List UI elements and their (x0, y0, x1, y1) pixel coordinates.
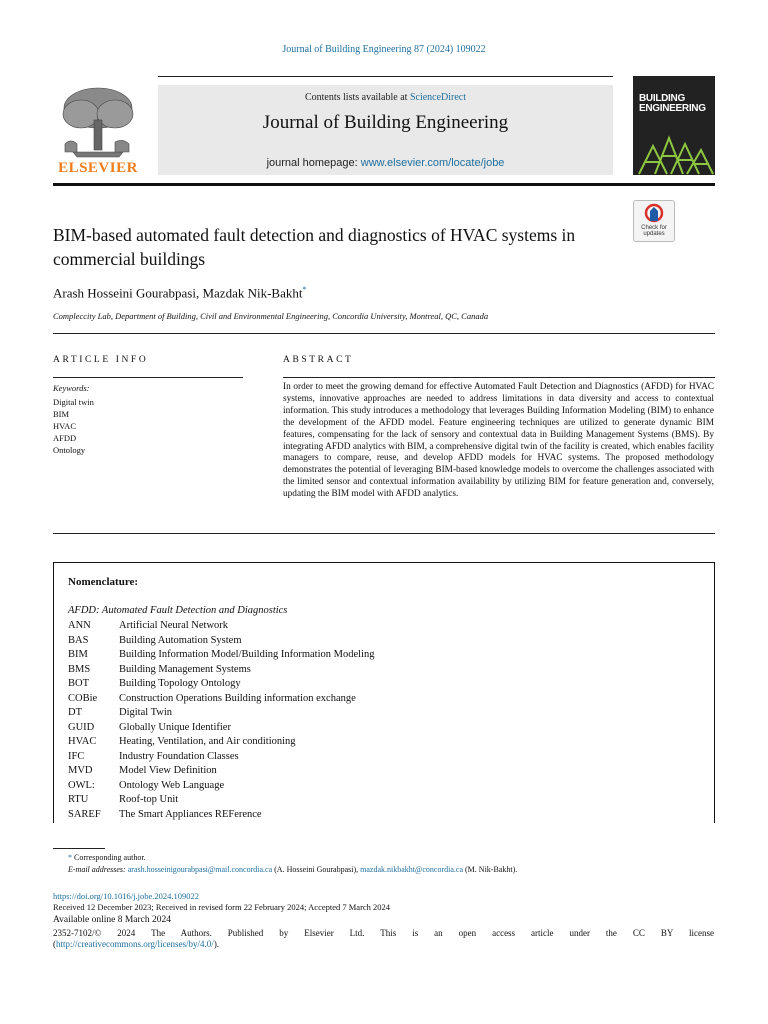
corresponding-footnote (68, 853, 146, 862)
cover-title (639, 94, 706, 114)
nomenclature-def: Building Management Systems (119, 664, 251, 675)
doi-link[interactable]: https://doi.org/10.1016/j.jobe.2024.109022 (53, 891, 199, 901)
homepage-prefix: journal homepage: (266, 157, 358, 169)
nomenclature-abbr: DT (68, 707, 82, 718)
email-label: E-mail addresses: (68, 865, 126, 874)
nomenclature-abbr: ANN (68, 620, 91, 631)
keyword-item: Digital twin (53, 397, 94, 407)
email-link-2[interactable]: mazdak.nikbakht@concordia.ca (360, 865, 464, 874)
abstract-heading: ABSTRACT (283, 355, 354, 365)
email-footnote (68, 865, 517, 874)
journal-title: Journal of Building Engineering (262, 112, 509, 133)
cover-title-line2: ENGINEERING (639, 103, 706, 114)
license-open-paren: ( (53, 939, 56, 949)
contents-prefix: Contents lists available at (304, 92, 408, 103)
email-owner-2: (M. Nik-Bakht). (465, 865, 518, 874)
available-online: Available online 8 March 2024 (53, 915, 172, 925)
nomenclature-abbr: IFC (68, 751, 85, 762)
header-top-rule (158, 76, 613, 77)
keywords-label: Keywords: (53, 383, 90, 393)
nomenclature-def: Building Automation System (119, 635, 242, 646)
journal-masthead (158, 85, 613, 175)
corresponding-author-mark[interactable]: * (302, 285, 307, 294)
nomenclature-abbr: GUID (68, 722, 95, 733)
keyword-item: HVAC (53, 421, 76, 431)
article-title: BIM-based automated fault detection and diagnostics of HVAC systems in commercial buildings (53, 225, 576, 269)
article-info-heading: ARTICLE INFO (53, 355, 149, 365)
nomenclature-abbr: HVAC (68, 736, 97, 747)
check-updates-icon (644, 203, 664, 225)
elsevier-wordmark: ELSEVIER (58, 160, 138, 176)
author-names: Arash Hosseini Gourabpasi, Mazdak Nik-Bakht (53, 285, 303, 301)
nomenclature-abbr: BMS (68, 664, 91, 675)
author-list (53, 285, 306, 301)
keywords-list (53, 396, 94, 456)
email-link-1[interactable]: arash.hosseinigourabpasi@mail.concordia.ca (127, 865, 273, 874)
email-owner-1: (A. Hosseini Gourabpasi), (274, 865, 359, 874)
abstract-text: In order to meet the growing demand for effective Automated Fault Detection and Diagnostics (AFDD) for HVAC systems, innovative approaches are needed to address limitations in data diversity and access to contextual information. This study introduces a methodology that leverages Building Information Modeling (BIM) to enhance the development of the AFDD model. Feature engineering techniques are utilized to generate dynamic BIM features, compensating for the lack of sensory and contextual data in Building Management Systems (BMS). By integrating AFDD analytics with BIM, a comprehensive digital twin of the facility is created, which enables facility managers to compare, reuse, and develop AFDD models for HVAC systems. The proposed methodology demonstrates the potential of leveraging BIM-based knowledge models to overcome the challenges associated with the limited sensor and contextual information availability by utilizing BIM for feature generation and, conversely, updating the BIM model with AFDD analytics. (283, 382, 714, 500)
elsevier-tree-icon (53, 84, 143, 160)
nomenclature-def: Digital Twin (119, 707, 173, 718)
nomenclature-abbr: BOT (68, 678, 89, 689)
keyword-item: Ontology (53, 445, 86, 455)
footnote-rule (53, 848, 105, 849)
nomenclature-abbr: MVD (68, 765, 93, 776)
nomenclature-def: Globally Unique Identifier (119, 722, 231, 733)
journal-cover[interactable] (633, 76, 715, 175)
homepage-link[interactable]: www.elsevier.com/locate/jobe (360, 157, 505, 169)
nomenclature-def: Construction Operations Building information exchange (119, 693, 356, 704)
check-updates-label: Check for updates (641, 225, 667, 237)
sciencedirect-link[interactable]: ScienceDirect (409, 92, 467, 103)
license-text: 2352-7102/© 2024 The Authors. Published by Elsevier Ltd. This is an open access article under the CC BY license (53, 928, 714, 938)
homepage-line (158, 157, 613, 169)
nomenclature-def: Industry Foundation Classes (119, 751, 239, 762)
nomenclature-def: The Smart Appliances REFerence (119, 809, 262, 820)
nomenclature-first-entry: AFDD: Automated Fault Detection and Diagnostics (68, 605, 288, 616)
corresponding-footnote-mark: * (68, 853, 72, 862)
journal-citation[interactable]: Journal of Building Engineering 87 (2024) 109022 (282, 44, 486, 55)
license-link-line (53, 939, 219, 949)
keyword-item: BIM (53, 409, 70, 419)
affiliation-rule (53, 333, 715, 334)
nomenclature-def: Artificial Neural Network (119, 620, 229, 631)
nomenclature-def: Ontology Web Language (119, 780, 225, 791)
nomenclature-abbr: RTU (68, 794, 89, 805)
check-for-updates-button[interactable] (633, 200, 675, 242)
abstract-rule (283, 377, 715, 378)
nomenclature-def: Building Information Model/Building Information Modeling (119, 649, 375, 660)
nomenclature-def: Building Topology Ontology (119, 678, 241, 689)
nomenclature-def: Roof-top Unit (119, 794, 179, 805)
nomenclature-def: Heating, Ventilation, and Air conditioning (119, 736, 296, 747)
license-link[interactable]: http://creativecommons.org/licenses/by/4.0/ (56, 939, 214, 949)
affiliation: Compleccity Lab, Department of Building, Civil and Environmental Engineering, Concordia University, Montreal, QC, Canada (53, 311, 489, 321)
contents-line (158, 92, 613, 103)
abstract-bottom-rule (53, 533, 715, 534)
nomenclature-def: Model View Definition (119, 765, 217, 776)
nomenclature-title: Nomenclature: (68, 576, 139, 588)
nomenclature-abbr: COBie (68, 693, 98, 704)
received-dates: Received 12 December 2023; Received in revised form 22 February 2024; Accepted 7 March 2024 (53, 902, 391, 912)
cover-graphic-icon (633, 116, 715, 175)
nomenclature-abbr: BAS (68, 635, 89, 646)
nomenclature-abbr: SAREF (68, 809, 101, 820)
nomenclature-abbr: OWL: (68, 780, 95, 791)
license-close-paren: ). (213, 939, 220, 949)
cover-title-line1: BUILDING (639, 93, 685, 104)
nomenclature-abbr: BIM (68, 649, 88, 660)
corresponding-footnote-text: Corresponding author. (74, 853, 146, 862)
header-bottom-rule (53, 183, 715, 186)
article-info-rule (53, 377, 243, 378)
keyword-item: AFDD (53, 433, 77, 443)
